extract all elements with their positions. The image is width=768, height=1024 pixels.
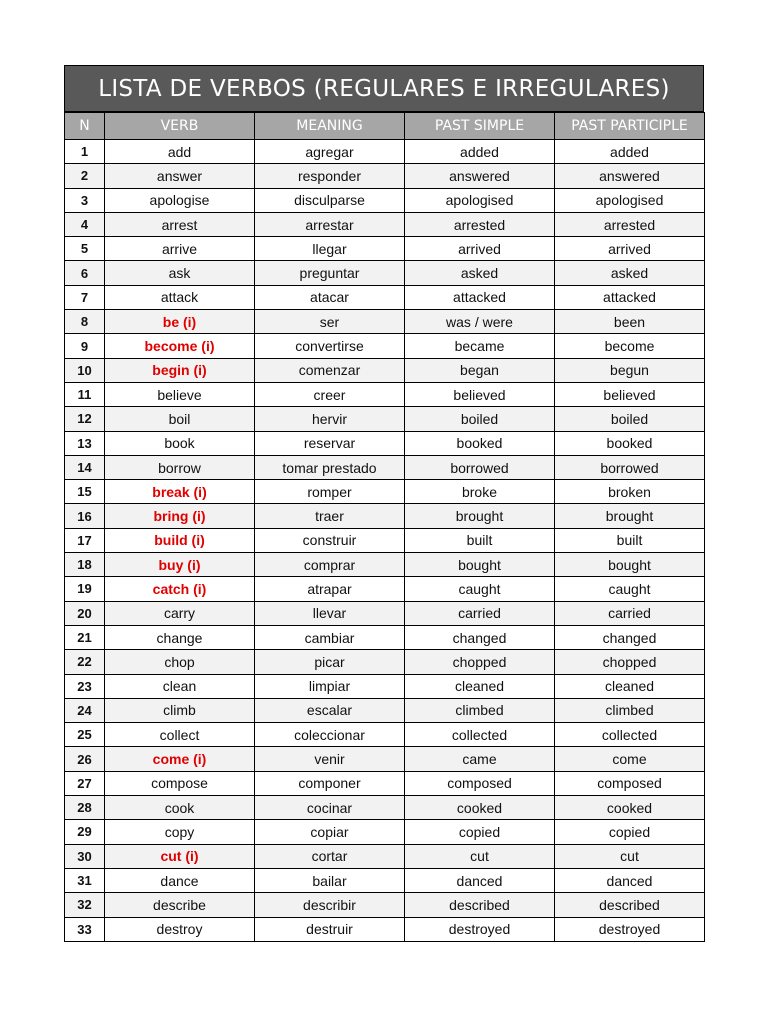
cell-meaning: cortar [255,844,405,868]
cell-verb: carry [105,601,255,625]
cell-verb: break (i) [105,480,255,504]
cell-past-simple: asked [405,261,555,285]
table-row [65,334,705,358]
cell-meaning: construir [255,528,405,552]
column-header-n: N [65,113,105,140]
cell-past-participle: boiled [555,407,705,431]
cell-number: 18 [65,553,105,577]
cell-number: 16 [65,504,105,528]
table-row [65,553,705,577]
cell-past-simple: carried [405,601,555,625]
column-header-past-simple: PAST SIMPLE [405,113,555,140]
cell-number: 31 [65,868,105,892]
cell-number: 11 [65,382,105,406]
cell-meaning: llegar [255,237,405,261]
cell-past-participle: copied [555,820,705,844]
cell-meaning: romper [255,480,405,504]
cell-past-participle: built [555,528,705,552]
cell-past-participle: caught [555,577,705,601]
cell-number: 23 [65,674,105,698]
cell-past-simple: bought [405,553,555,577]
cell-verb: cook [105,796,255,820]
cell-meaning: venir [255,747,405,771]
cell-verb: chop [105,650,255,674]
cell-number: 7 [65,285,105,309]
cell-number: 27 [65,771,105,795]
cell-number: 13 [65,431,105,455]
cell-number: 21 [65,625,105,649]
cell-meaning: responder [255,164,405,188]
table-row [65,771,705,795]
cell-meaning: componer [255,771,405,795]
table-row [65,650,705,674]
cell-past-simple: collected [405,723,555,747]
cell-verb: become (i) [105,334,255,358]
cell-verb: dance [105,868,255,892]
cell-verb: begin (i) [105,358,255,382]
table-row [65,237,705,261]
cell-past-participle: described [555,893,705,917]
cell-meaning: convertirse [255,334,405,358]
cell-meaning: copiar [255,820,405,844]
cell-past-simple: composed [405,771,555,795]
table-row [65,431,705,455]
cell-past-participle: composed [555,771,705,795]
cell-meaning: coleccionar [255,723,405,747]
cell-meaning: destruir [255,917,405,941]
cell-past-participle: bought [555,553,705,577]
page-title: LISTA DE VERBOS (REGULARES E IRREGULARES) [64,65,704,112]
cell-verb: compose [105,771,255,795]
cell-past-participle: cut [555,844,705,868]
cell-number: 19 [65,577,105,601]
cell-meaning: traer [255,504,405,528]
cell-meaning: hervir [255,407,405,431]
verb-table [64,112,705,942]
cell-past-simple: brought [405,504,555,528]
cell-past-simple: borrowed [405,455,555,479]
cell-number: 33 [65,917,105,941]
cell-number: 8 [65,310,105,334]
cell-number: 9 [65,334,105,358]
cell-meaning: arrestar [255,212,405,236]
cell-verb: catch (i) [105,577,255,601]
cell-meaning: describir [255,893,405,917]
cell-past-participle: broken [555,480,705,504]
cell-past-participle: climbed [555,698,705,722]
cell-past-participle: cleaned [555,674,705,698]
cell-past-participle: attacked [555,285,705,309]
cell-number: 22 [65,650,105,674]
cell-verb: copy [105,820,255,844]
table-row [65,261,705,285]
cell-past-simple: chopped [405,650,555,674]
cell-meaning: ser [255,310,405,334]
table-row [65,455,705,479]
cell-past-simple: came [405,747,555,771]
cell-past-participle: brought [555,504,705,528]
cell-past-simple: apologised [405,188,555,212]
cell-past-participle: begun [555,358,705,382]
cell-past-simple: climbed [405,698,555,722]
cell-past-participle: arrived [555,237,705,261]
table-row [65,893,705,917]
table-row [65,917,705,941]
cell-verb: answer [105,164,255,188]
cell-past-simple: became [405,334,555,358]
cell-number: 25 [65,723,105,747]
cell-past-participle: chopped [555,650,705,674]
cell-past-participle: cooked [555,796,705,820]
table-row [65,723,705,747]
verb-list-sheet [64,65,704,942]
cell-past-simple: caught [405,577,555,601]
cell-number: 3 [65,188,105,212]
header-row [65,113,705,140]
cell-verb: collect [105,723,255,747]
cell-verb: arrive [105,237,255,261]
cell-meaning: reservar [255,431,405,455]
cell-verb: change [105,625,255,649]
cell-number: 14 [65,455,105,479]
cell-meaning: comprar [255,553,405,577]
cell-past-simple: changed [405,625,555,649]
cell-past-simple: arrived [405,237,555,261]
cell-verb: describe [105,893,255,917]
cell-meaning: picar [255,650,405,674]
cell-past-participle: believed [555,382,705,406]
table-row [65,480,705,504]
cell-verb: ask [105,261,255,285]
table-row [65,868,705,892]
table-row [65,820,705,844]
cell-meaning: preguntar [255,261,405,285]
table-header [65,113,705,140]
cell-verb: apologise [105,188,255,212]
cell-past-simple: added [405,140,555,164]
cell-past-simple: believed [405,382,555,406]
cell-meaning: bailar [255,868,405,892]
cell-meaning: cocinar [255,796,405,820]
table-row [65,844,705,868]
table-row [65,747,705,771]
cell-past-simple: destroyed [405,917,555,941]
cell-meaning: cambiar [255,625,405,649]
cell-past-simple: built [405,528,555,552]
cell-past-simple: began [405,358,555,382]
cell-past-participle: borrowed [555,455,705,479]
cell-number: 29 [65,820,105,844]
cell-verb: bring (i) [105,504,255,528]
cell-number: 26 [65,747,105,771]
cell-number: 20 [65,601,105,625]
cell-verb: cut (i) [105,844,255,868]
table-row [65,164,705,188]
cell-past-participle: collected [555,723,705,747]
cell-past-simple: boiled [405,407,555,431]
cell-past-simple: cleaned [405,674,555,698]
cell-past-simple: answered [405,164,555,188]
cell-verb: add [105,140,255,164]
cell-meaning: limpiar [255,674,405,698]
cell-past-simple: was / were [405,310,555,334]
cell-past-simple: described [405,893,555,917]
cell-past-participle: destroyed [555,917,705,941]
cell-number: 32 [65,893,105,917]
cell-number: 1 [65,140,105,164]
cell-verb: borrow [105,455,255,479]
cell-past-participle: carried [555,601,705,625]
cell-past-simple: arrested [405,212,555,236]
cell-verb: boil [105,407,255,431]
cell-number: 6 [65,261,105,285]
cell-meaning: atrapar [255,577,405,601]
cell-verb: book [105,431,255,455]
table-row [65,188,705,212]
table-row [65,358,705,382]
cell-past-simple: danced [405,868,555,892]
table-row [65,625,705,649]
cell-past-simple: booked [405,431,555,455]
cell-past-participle: been [555,310,705,334]
table-body [65,140,705,942]
table-row [65,601,705,625]
cell-number: 24 [65,698,105,722]
cell-meaning: escalar [255,698,405,722]
cell-meaning: atacar [255,285,405,309]
table-row [65,796,705,820]
cell-meaning: disculparse [255,188,405,212]
cell-verb: climb [105,698,255,722]
cell-past-participle: come [555,747,705,771]
cell-past-participle: booked [555,431,705,455]
table-row [65,698,705,722]
table-row [65,310,705,334]
table-row [65,212,705,236]
cell-number: 30 [65,844,105,868]
cell-number: 15 [65,480,105,504]
table-row [65,140,705,164]
cell-past-participle: danced [555,868,705,892]
table-row [65,577,705,601]
table-row [65,285,705,309]
cell-number: 10 [65,358,105,382]
cell-number: 12 [65,407,105,431]
cell-past-participle: asked [555,261,705,285]
cell-past-simple: cooked [405,796,555,820]
cell-past-participle: answered [555,164,705,188]
cell-number: 2 [65,164,105,188]
cell-number: 4 [65,212,105,236]
cell-past-participle: added [555,140,705,164]
cell-past-simple: copied [405,820,555,844]
cell-meaning: tomar prestado [255,455,405,479]
cell-past-participle: apologised [555,188,705,212]
cell-verb: believe [105,382,255,406]
cell-past-participle: changed [555,625,705,649]
cell-meaning: creer [255,382,405,406]
table-row [65,407,705,431]
cell-number: 17 [65,528,105,552]
cell-verb: be (i) [105,310,255,334]
cell-past-simple: attacked [405,285,555,309]
table-row [65,674,705,698]
cell-past-simple: broke [405,480,555,504]
cell-past-simple: cut [405,844,555,868]
cell-number: 28 [65,796,105,820]
cell-meaning: agregar [255,140,405,164]
column-header-verb: VERB [105,113,255,140]
column-header-past-participle: PAST PARTICIPLE [555,113,705,140]
cell-meaning: llevar [255,601,405,625]
cell-meaning: comenzar [255,358,405,382]
cell-verb: build (i) [105,528,255,552]
cell-verb: come (i) [105,747,255,771]
table-row [65,528,705,552]
cell-number: 5 [65,237,105,261]
cell-verb: attack [105,285,255,309]
cell-verb: destroy [105,917,255,941]
column-header-meaning: MEANING [255,113,405,140]
cell-verb: arrest [105,212,255,236]
table-row [65,382,705,406]
cell-past-participle: become [555,334,705,358]
cell-verb: clean [105,674,255,698]
cell-verb: buy (i) [105,553,255,577]
cell-past-participle: arrested [555,212,705,236]
table-row [65,504,705,528]
